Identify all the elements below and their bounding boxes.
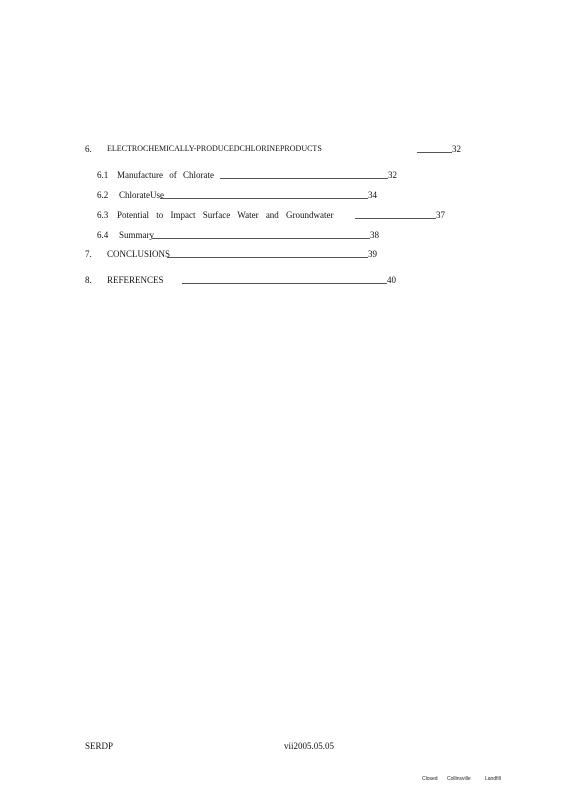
toc-title-6: ELECTROCHEMICALLY-PRODUCEDCHLORINEPRODUCTS: [107, 144, 322, 153]
toc-number-6-4: 6.4: [97, 230, 109, 240]
toc-number-6-2: 6.2: [97, 190, 109, 200]
toc-number-8: 8.: [85, 275, 92, 285]
toc-title-8: REFERENCES: [107, 275, 164, 285]
toc-page-6: 32: [452, 144, 461, 154]
stamp-word: Closed: [422, 776, 438, 782]
toc-page-7: 39: [368, 249, 377, 259]
toc-leader: [182, 283, 387, 284]
toc-leader: [167, 257, 368, 258]
toc-page-6-2: 34: [368, 190, 377, 200]
toc-page-6-4: 38: [370, 230, 379, 240]
footer-left: SERDP: [85, 741, 114, 751]
toc-leader: [152, 238, 370, 239]
toc-page-8: 40: [387, 275, 396, 285]
toc-leader: [220, 178, 388, 179]
toc-page-6-3: 37: [436, 210, 445, 220]
toc-leader: [160, 198, 368, 199]
toc-leader: [355, 218, 436, 219]
toc-title-7: CONCLUSIONS: [107, 249, 171, 259]
stamp-word: Landfill: [485, 776, 501, 782]
toc-number-6: 6.: [85, 144, 92, 154]
toc-number-6-3: 6.3: [97, 210, 109, 220]
stamp-word: Collinsville: [447, 776, 471, 782]
toc-title-6-2: ChlorateUse: [119, 190, 164, 200]
toc-number-6-1: 6.1: [97, 170, 109, 180]
toc-page-6-1: 32: [388, 170, 397, 180]
toc-number-7: 7.: [85, 249, 92, 259]
toc-leader: [417, 152, 452, 153]
footer-center: vii2005.05.05: [284, 741, 335, 751]
toc-title-6-4: Summary: [119, 230, 154, 240]
toc-title-6-3: Potential to Impact Surface Water and Groundwater: [117, 210, 334, 220]
toc-title-6-1: Manufacture of Chlorate: [117, 170, 214, 180]
